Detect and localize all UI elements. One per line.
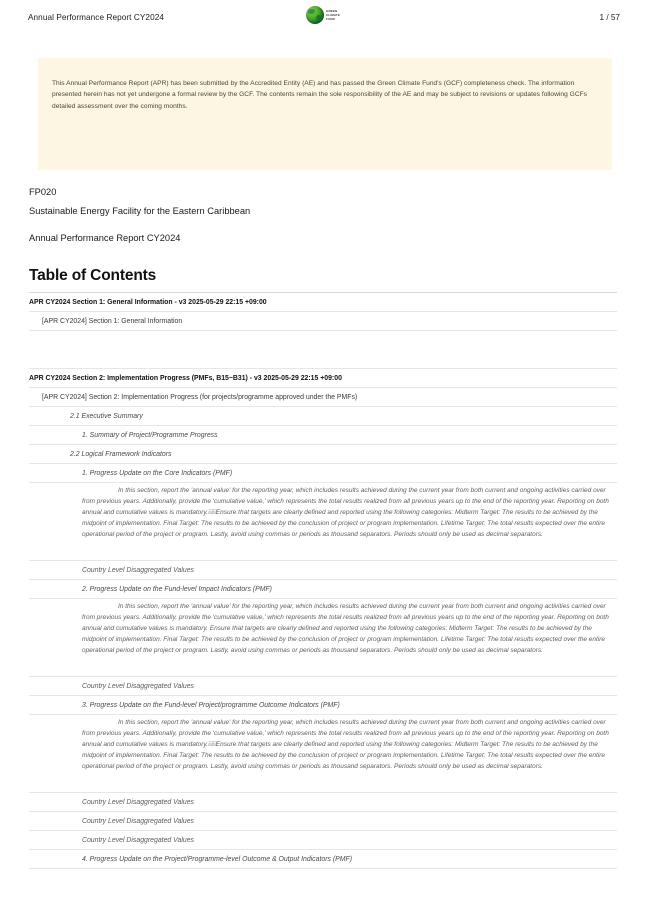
toc-row-label: In this section, report the 'annual value' for the reporting year, which includes results achieved during the current year from both current and ongoing activities carried over from previous years. Additionally, provide the 'cumulative value,' which represents the total results realized from all previous years up to the end of the reporting year. Reporting on both annual and cumulative values is mandatory.⌸⌸Ensure that targets are clearly defined and reported using the following categories: Midterm Target: The results to be achieved by the midpoint of implementation. Final Target: The results to be achieved by the conclusion of project or program implementation. Lifetime Target: The total results expected over the entire operational period of the project or program. Lastly, avoid using commas or periods as thousand separators. Periods should only be used as decimal separators. bbox=[82, 487, 609, 539]
toc-row-label: [APR CY2024] Section 2: Implementation Progress (for projects/programme approved under the PMFs) bbox=[42, 393, 358, 401]
toc-row-label: In this section, report the 'annual value' for the reporting year, which includes results achieved during the current year from both current and ongoing activities carried over from previous years. Additionally, provide the 'cumulative value,' which represents the total results realized from all previous years up to the end of the reporting year. Reporting on both annual and cumulative values is mandatory.⌸⌸Ensure that targets are clearly defined and reported using the following categories: Midterm Target: The results to be achieved by the midpoint of implementation. Final Target: The results to be achieved by the conclusion of project or program implementation. Lifetime Target: The total results expected over the entire operational period of the project or program. Lastly, avoid using commas or periods as thousand separators. Periods should only be used as decimal separators. bbox=[82, 719, 609, 771]
toc-row-label: 1. Summary of Project/Programme Progress bbox=[82, 431, 218, 439]
toc-row-label: Country Level Disaggregated Values bbox=[82, 682, 194, 690]
toc-row-label: 1. Progress Update on the Core Indicators (PMF) bbox=[82, 469, 233, 477]
toc-level4-link[interactable] bbox=[29, 561, 617, 580]
toc-row-label: Country Level Disaggregated Values bbox=[82, 817, 194, 825]
page-header bbox=[0, 0, 646, 34]
toc-level2-link[interactable] bbox=[29, 445, 617, 464]
page-indicator: 1 / 57 bbox=[599, 12, 620, 22]
wordmark-line-3: FUND bbox=[326, 16, 335, 21]
toc-row-label: 2. Progress Update on the Fund-level Impact Indicators (PMF) bbox=[82, 585, 272, 593]
toc-guidance-paragraph bbox=[29, 483, 617, 561]
toc-guidance-paragraph bbox=[29, 599, 617, 677]
toc-section-heading bbox=[29, 369, 617, 388]
toc-spacer-row bbox=[29, 331, 617, 369]
toc-subsection-link[interactable] bbox=[29, 388, 617, 407]
wordmark-line-1: GREEN bbox=[326, 9, 338, 14]
toc-row-label: 4. Progress Update on the Project/Programme-level Outcome & Output Indicators (PMF) bbox=[82, 855, 352, 863]
completeness-notice-text: This Annual Performance Report (APR) has been submitted by the Accredited Entity (AE) and has passed the Green Climate Fund's (GCF) completeness check. The information presented herein has not yet undergone a formal review by the GCF. The contents remain the sole responsibility of the AE and may be subject to revisions or updates following GCFs detailed assessment over the coming months. bbox=[52, 80, 588, 110]
header-document-title: Annual Performance Report CY2024 bbox=[28, 12, 164, 22]
toc-row-label: Country Level Disaggregated Values bbox=[82, 566, 194, 574]
gcf-logo bbox=[306, 6, 340, 24]
toc-row-label: Country Level Disaggregated Values bbox=[82, 798, 194, 806]
wordmark-line-2: CLIMATE bbox=[326, 13, 340, 18]
toc-level3-link[interactable] bbox=[29, 464, 617, 483]
report-subtitle: Annual Performance Report CY2024 bbox=[29, 233, 181, 243]
toc-row-label: 3. Progress Update on the Fund-level Project/programme Outcome Indicators (PMF) bbox=[82, 701, 340, 709]
toc-row-label: 2.2 Logical Framework Indicators bbox=[70, 450, 172, 458]
toc-row-label: [APR CY2024] Section 1: General Information bbox=[42, 317, 183, 325]
toc-guidance-paragraph bbox=[29, 715, 617, 793]
green-globe-icon bbox=[306, 6, 324, 24]
toc-row-label: APR CY2024 Section 1: General Information - v3 2025-05-29 22:15 +09:00 bbox=[29, 298, 267, 306]
toc-level3-link[interactable] bbox=[29, 696, 617, 715]
toc-subsection-link[interactable] bbox=[29, 312, 617, 331]
project-name: Sustainable Energy Facility for the Eastern Caribbean bbox=[29, 206, 251, 216]
gcf-wordmark bbox=[326, 8, 340, 22]
toc-row-list bbox=[29, 293, 617, 869]
toc-level3-link[interactable] bbox=[29, 426, 617, 445]
toc-level4-link[interactable] bbox=[29, 677, 617, 696]
toc-row-label: 2.1 Executive Summary bbox=[70, 412, 143, 420]
toc-level4-link[interactable] bbox=[29, 812, 617, 831]
toc-row-label: APR CY2024 Section 2: Implementation Progress (PMFs, B15~B31) - v3 2025-05-29 22:15 +09:00 bbox=[29, 374, 342, 382]
toc-row-label: Country Level Disaggregated Values bbox=[82, 836, 194, 844]
toc-row-label: In this section, report the 'annual value' for the reporting year, which includes results achieved during the current year from both current and ongoing activities carried over from previous years. Additionally, provide the 'cumulative value,' which represents the total results realized from all previous years up to the end of the reporting year. Reporting on both annual and cumulative values is mandatory. Ensure that targets are clearly defined and reported using the following categories: Midterm Target: The results to be achieved by the midpoint of implementation. Final Target: The results to be achieved by the conclusion of project or program implementation. Lifetime Target: The total results expected over the entire operational period of the project or program. Lastly, avoid using commas or periods as thousand separators. Periods should only be used as decimal separators. bbox=[82, 603, 609, 655]
project-code: FP020 bbox=[29, 187, 57, 197]
toc-level3-link[interactable] bbox=[29, 850, 617, 869]
document-title-block bbox=[29, 183, 589, 248]
toc-level4-link[interactable] bbox=[29, 793, 617, 812]
toc-section-heading bbox=[29, 293, 617, 312]
toc-level4-link[interactable] bbox=[29, 831, 617, 850]
table-of-contents bbox=[29, 267, 617, 869]
toc-level3-link[interactable] bbox=[29, 580, 617, 599]
completeness-notice-box bbox=[38, 58, 612, 170]
toc-level2-link[interactable] bbox=[29, 407, 617, 426]
toc-heading: Table of Contents bbox=[29, 267, 617, 293]
